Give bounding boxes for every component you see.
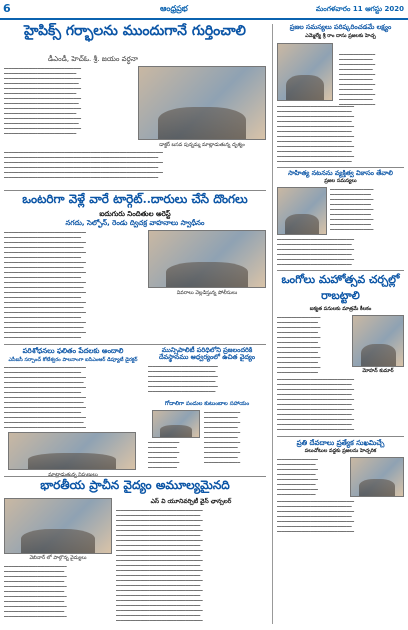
story4-subhead: ఎస్ వి యూనివర్సిటీ వైస్ ఛాన్సలర్ xyxy=(150,498,232,505)
right-column xyxy=(272,24,404,624)
right-big-headline: ఒంగోలు మహోత్సవ చర్చల్లో రాబట్టాలి xyxy=(277,270,404,305)
story3-headline: పరిశోధనలు ఫలితం పేదలకు అందాలి xyxy=(22,346,124,355)
right-top-body: ━━━━━━━━━━━━━━━ ━━━━━━━━━━━━━━ ━━━━━━━━━━━━━━━ ━━━━━━━━━━━━━━ ━━━━━━━━━━━━━━━ ━━━━━━━━━━━━━━ ━━━━━━━━━━━━━━━ ━━━━━━━━━━━━━━ ━━━━━━━━━━━━━━━ ━━━━━━━━━━━━━━ ━━━━━━━━━━━━━━━ xyxy=(339,52,376,107)
right-big-body: ━━━━━━━━━━━━━━━━━━ ━━━━━━━━━━━━━━━━━ ━━━━━━━━━━━━━━━━━━ ━━━━━━━━━━━━━━━━━ ━━━━━━━━━━━━━━━━━━ ━━━━━━━━━━━━━━━━━ ━━━━━━━━━━━━━━━━━━ ━━━━━━━━━━━━━━━━━ ━━━━━━━━━━━━━━━━━━ ━━━━━━━━━━━━━━━━━ ━━━━━━━━━━━━━━━━━━ ━━━━━━━━━━━━━━━━━ xyxy=(277,315,321,376)
story5-body2: ━━━━━━━━━━━━━━━ ━━━━━━━━━━━━━━ ━━━━━━━━━━━━━━━ ━━━━━━━━━━━━━━ ━━━━━━━━━━━━━━━ ━━━━━━━━━━━━━━ ━━━━━━━━━━━━━━━ ━━━━━━━━━━━━━━ ━━━━━━━━━━━━━━━ ━━━━━━━━━━━━━━ ━━━━━━━━━━━━━━━ xyxy=(204,410,241,465)
right-big-sub: ఐక్యత పనులకు మాత్రమే కీలకం xyxy=(309,306,372,313)
story4-photo xyxy=(4,498,112,554)
right-mid-body: ━━━━━━━━━━━━━━━━━━ ━━━━━━━━━━━━━━━━━ ━━━━━━━━━━━━━━━━━━ ━━━━━━━━━━━━━━━━━ ━━━━━━━━━━━━━━━━━━ ━━━━━━━━━━━━━━━━━ ━━━━━━━━━━━━━━━━━━ ━━━━━━━━━━━━━━━━━ ━━━━━━━━━━━━━━━━━━ xyxy=(330,187,374,233)
right-top-photo xyxy=(277,43,333,101)
page-number: 6 xyxy=(3,2,11,15)
story4-body2: ━━━━━━━━━━━━━━━━━━━━━━━━━━ ━━━━━━━━━━━━━━━━━━━━━━━━━ ━━━━━━━━━━━━━━━━━━━━━━━━━━ ━━━━━━━━━━━━━━━━━━━━━━━━━ ━━━━━━━━━━━━━━━━━━━━━━━━━━ ━━━━━━━━━━━━━━━━━━━━━━━━━ ━━━━━━━━━━━━━━━━━━━━━━━━━━ ━━━━━━━━━━━━━━━━━━━━━━━━━ ━━━━━━━━━━━━━━━━━━━━━━━━━━ ━━━━━━━━━━━━━━━━━━━━━━━━━ ━━━━━━━━━━━━━━━━━━━━━━━━━━ xyxy=(4,564,67,619)
story2-headline: ఒంటరిగా వెళ్లే వారే టార్గెట్..దారులు చేసే దొంగలు xyxy=(22,192,248,206)
story4-caption: వెబినార్ లో పాల్గొన్న వైద్యులు xyxy=(29,555,87,561)
right-bottom-photo xyxy=(350,457,404,497)
right-mid-sub: ప్రజల సమస్యలు xyxy=(324,178,357,185)
left-column xyxy=(4,24,266,624)
right-bottom-headline: ప్రతి దేవదాలు ప్రత్యేక సుఖమిచ్చే xyxy=(277,436,404,447)
story5-body3: ━━━━━━━━━━━━━ ━━━━━━━━━━━━ ━━━━━━━━━━━━━ ━━━━━━━━━━━━ ━━━━━━━━━━━━━ ━━━━━━━━━━━━ xyxy=(148,440,180,470)
divider xyxy=(4,476,266,477)
story3-subhead: ఎసీఐసీ సర్పాంచ్ కోటేశ్వరం పాలనాంగా ఐసిఎంఆర్ డిప్యూటీ డైరక్టర్ xyxy=(8,357,138,363)
right-top-body2: ━━━━━━━━━━━━━━━━━━━━━━━━━━━━━━━━ ━━━━━━━━━━━━━━━━━━━━━━━━━━━━━━━ ━━━━━━━━━━━━━━━━━━━━━━━━━━━━━━━━ ━━━━━━━━━━━━━━━━━━━━━━━━━━━━━━━ ━━━━━━━━━━━━━━━━━━━━━━━━━━━━━━━━ ━━━━━━━━━━━━━━━━━━━━━━━━━━━━━━━ ━━━━━━━━━━━━━━━━━━━━━━━━━━━━━━━━ ━━━━━━━━━━━━━━━━━━━━━━━━━━━━━━━ ━━━━━━━━━━━━━━━━━━━━━━━━━━━━━━━━ ━━━━━━━━━━━━━━━━━━━━━━━━━━━━━━━ ━━━━━━━━━━━━━━━━━━━━━━━━━━━━━━━━ ━━━━━━━━━━━━━━━━━━━━━━━━━━━━━━━ xyxy=(277,104,355,165)
lead-photo xyxy=(138,66,266,140)
story2-body: ━━━━━━━━━━━━━━━━━━━━━━━━━━━━━━━━━━ ━━━━━━━━━━━━━━━━━━━━━━━━━━━━━━━━ ━━━━━━━━━━━━━━━━━━━━━━━━━━━━━━━━━━ ━━━━━━━━━━━━━━━━━━━━━━━━━━━━━━━━━ ━━━━━━━━━━━━━━━━━━━━━━━━━━━━━━━━━━ ━━━━━━━━━━━━━━━━━━━━━━━━━━━━━━━━ ━━━━━━━━━━━━━━━━━━━━━━━━━━━━━━━━━━ ━━━━━━━━━━━━━━━━━━━━━━━━━━━━━━━━━ ━━━━━━━━━━━━━━━━━━━━━━━━━━━━━━━━━━ ━━━━━━━━━━━━━━━━━━━━━━━━━━━━━━━━ ━━━━━━━━━━━━━━━━━━━━━━━━━━━━━━━━━━ ━━━━━━━━━━━━━━━━━━━━━━━━━━━━━━━━━ ━━━━━━━━━━━━━━━━━━━━━━━━━━━━━━━━━━ ━━━━━━━━━━━━━━━━━━━━━━━━━━━━━━━━ ━━━━━━━━━━━━━━━━━━━━━━━━━━━━━━━━━━ ━━━━━━━━━━━━━━━━━━━━━━━━━━━━━━━━━ ━━━━━━━━━━━━━━━━━━━━━━━━━━━━━━━━━━ ━━━━━━━━━━━━━━━━━━━━━━━━━━━━━━━━ ━━━━━━━━━━━━━━━━━━━━━━━━━━━━━━━━━━ ━━━━━━━━━━━━━━━━━━━━━━━━━━━━━━━━━ ━━━━━━━━━━━━━━━━━━━━━━━━━━━━━━━━━━ ━━━━━━━━━━━━━━━━━━━━━━━━━━━━━━━━ xyxy=(4,230,86,340)
person-name: మోహన్ కుమార్ xyxy=(362,368,394,375)
story5-subhead: గోదాలిగా పందుల కుటుంబాల సహాయం xyxy=(164,401,250,407)
lead-body-left: ━━━━━━━━━━━━━━━━━━━━━━━━━━━━━━━━ ━━━━━━━━━━━━━━━━━━━━━━━━━━━━━━ ━━━━━━━━━━━━━━━━━━━━━━━━━━━━━━━━ ━━━━━━━━━━━━━━━━━━━━━━━━━━━━━━━ ━━━━━━━━━━━━━━━━━━━━━━━━━━━━━━━━ ━━━━━━━━━━━━━━━━━━━━━━━━━━━━━━ ━━━━━━━━━━━━━━━━━━━━━━━━━━━━━━━━ ━━━━━━━━━━━━━━━━━━━━━━━━━━━━━━━ ━━━━━━━━━━━━━━━━━━━━━━━━━━━━━━━━ ━━━━━━━━━━━━━━━━━━━━━━━━━━━━━━ ━━━━━━━━━━━━━━━━━━━━━━━━━━━━━━━━ ━━━━━━━━━━━━━━━━━━━━━━━━━━━━━━━ ━━━━━━━━━━━━━━━━━━━━━━━━━━━━━━━━ ━━━━━━━━━━━━━━━━━━━━━━━━━━━━━━ xyxy=(4,66,82,136)
right-bottom-body: ━━━━━━━━━━━━━━━━━ ━━━━━━━━━━━━━━━━ ━━━━━━━━━━━━━━━━━ ━━━━━━━━━━━━━━━━ ━━━━━━━━━━━━━━━━━ ━━━━━━━━━━━━━━━━ ━━━━━━━━━━━━━━━━━ ━━━━━━━━━━━━━━━━ xyxy=(277,456,318,497)
story3-caption: మాట్లాడుతున్న నిపుణులు xyxy=(48,472,98,478)
story2-photo xyxy=(148,230,266,288)
story4-body: ━━━━━━━━━━━━━━━━━━━━━━━━━━━━━━━━━━━━ ━━━━━━━━━━━━━━━━━━━━━━━━━━━━━━━━━━━ ━━━━━━━━━━━━━━━━━━━━━━━━━━━━━━━━━━━━ ━━━━━━━━━━━━━━━━━━━━━━━━━━━━━━━━━━━ ━━━━━━━━━━━━━━━━━━━━━━━━━━━━━━━━━━━━ ━━━━━━━━━━━━━━━━━━━━━━━━━━━━━━━━━━━ ━━━━━━━━━━━━━━━━━━━━━━━━━━━━━━━━━━━━ ━━━━━━━━━━━━━━━━━━━━━━━━━━━━━━━━━━━ ━━━━━━━━━━━━━━━━━━━━━━━━━━━━━━━━━━━━ ━━━━━━━━━━━━━━━━━━━━━━━━━━━━━━━━━━━ ━━━━━━━━━━━━━━━━━━━━━━━━━━━━━━━━━━━━ ━━━━━━━━━━━━━━━━━━━━━━━━━━━━━━━━━━━ ━━━━━━━━━━━━━━━━━━━━━━━━━━━━━━━━━━━━ ━━━━━━━━━━━━━━━━━━━━━━━━━━━━━━━━━━━ ━━━━━━━━━━━━━━━━━━━━━━━━━━━━━━━━━━━━ ━━━━━━━━━━━━━━━━━━━━━━━━━━━━━━━━━━━ ━━━━━━━━━━━━━━━━━━━━━━━━━━━━━━━━━━━━ ━━━━━━━━━━━━━━━━━━━━━━━━━━━━━━━━━━━ ━━━━━━━━━━━━━━━━━━━━━━━━━━━━━━━━━━━━ ━━━━━━━━━━━━━━━━━━━━━━━━━━━━━━━━━━━ ━━━━━━━━━━━━━━━━━━━━━━━━━━━━━━━━━━━━ ━━━━━━━━━━━━━━━━━━━━━━━━━━━━━━━━━━━ ━━━━━━━━━━━━━━━━━━━━━━━━━━━━━━━━━━━━ xyxy=(116,508,203,623)
page-header xyxy=(0,0,408,20)
right-top-sub: ఎమ్మెల్యే శ్రీ రాం దాసు ప్రజలకు హెచ్చ xyxy=(305,33,376,40)
story3-photo xyxy=(8,432,136,470)
right-mid-photo xyxy=(277,187,327,235)
story4-headline: భారతీయ ప్రాచీన వైద్యం అమూల్యమైనది xyxy=(40,478,230,492)
person-photo xyxy=(352,315,404,367)
story2-subhead: ఐదుగురు నిందితుల అరెస్ట్ xyxy=(99,210,171,218)
story5-photo xyxy=(152,410,200,438)
page-date: మంగళవారం 11 ఆగస్టు 2020 xyxy=(315,5,404,13)
right-top-headline: ప్రజల సమస్యలు పరిష్కరించడమే లక్ష్యం xyxy=(289,23,392,31)
lead-caption: డాక్టర్ బసవ పున్నమ్మ మాట్లాడుతున్న దృశ్యం xyxy=(159,142,245,148)
lead-headline: హైపిక్స్ గర్భాలను ముందుగానే గుర్తించాలి xyxy=(24,23,246,39)
story3-body: ━━━━━━━━━━━━━━━━━━━━━━━━━━━━━━━━━━ ━━━━━━━━━━━━━━━━━━━━━━━━━━━━━━━━ ━━━━━━━━━━━━━━━━━━━━━━━━━━━━━━━━━━ ━━━━━━━━━━━━━━━━━━━━━━━━━━━━━━━━━ ━━━━━━━━━━━━━━━━━━━━━━━━━━━━━━━━━━ ━━━━━━━━━━━━━━━━━━━━━━━━━━━━━━━━ ━━━━━━━━━━━━━━━━━━━━━━━━━━━━━━━━━━ ━━━━━━━━━━━━━━━━━━━━━━━━━━━━━━━━━ ━━━━━━━━━━━━━━━━━━━━━━━━━━━━━━━━━━ ━━━━━━━━━━━━━━━━━━━━━━━━━━━━━━━━ ━━━━━━━━━━━━━━━━━━━━━━━━━━━━━━━━━━ ━━━━━━━━━━━━━━━━━━━━━━━━━━━━━━━━━ ━━━━━━━━━━━━━━━━━━━━━━━━━━━━━━━━━━ xyxy=(4,365,86,430)
right-mid-headline: సాహిత్య నటనను వ్యక్తిత్వ వికాసం తేవాలి xyxy=(277,167,404,177)
divider xyxy=(4,190,266,191)
masthead: ఆంధ్రప్రభ xyxy=(160,4,188,13)
lead-body-bottom: ━━━━━━━━━━━━━━━━━━━━━━━━━━━━━━━━━━━━━━━━━━━━━━━━━━━━━━━━━━━━━━━━━━ ━━━━━━━━━━━━━━━━━━━━━━━━━━━━━━━━━━━━━━━━━━━━━━━━━━━━━━━━━━━━━━━━ ━━━━━━━━━━━━━━━━━━━━━━━━━━━━━━━━━━━━━━━━━━━━━━━━━━━━━━━━━━━━━━━━━━ ━━━━━━━━━━━━━━━━━━━━━━━━━━━━━━━━━━━━━━━━━━━━━━━━━━━━━━━━━━━━━━━━ ━━━━━━━━━━━━━━━━━━━━━━━━━━━━━━━━━━━━━━━━━━━━━━━━━━━━━━━━━━━━━━━━━━ ━━━━━━━━━━━━━━━━━━━━━━━━━━━━━━━━━━━━━━━━━━━━━━━━━━━━━━━━━━━━━━━━ xyxy=(4,150,163,180)
right-bottom-sub: పలుచోటుల వద్దకు ప్రజలను హెచ్చరిక xyxy=(304,447,377,454)
story5-headline: మున్సిపాలిటీ పరిధిలోని ప్రజలందరికి దేవస్థానము ఆధ్వర్యంలో ఉచిత వైద్యం xyxy=(158,346,256,362)
lead-byline: డీఎండీ, హెచ్ఓ. శ్రీ. జయం వర్ధనా xyxy=(48,55,139,63)
divider xyxy=(4,344,266,345)
story2-subhead2: నగదు, సెల్ఫోన్, రెండు ద్విచక్ర వాహనాలు స్వాధీనం xyxy=(65,219,205,227)
right-bottom-body2: ━━━━━━━━━━━━━━━━━━━━━━━━━━━━━━━━ ━━━━━━━━━━━━━━━━━━━━━━━━━━━━━━━ ━━━━━━━━━━━━━━━━━━━━━━━━━━━━━━━━ ━━━━━━━━━━━━━━━━━━━━━━━━━━━━━━━ ━━━━━━━━━━━━━━━━━━━━━━━━━━━━━━━━ ━━━━━━━━━━━━━━━━━━━━━━━━━━━━━━━ ━━━━━━━━━━━━━━━━━━━━━━━━━━━━━━━━ xyxy=(277,498,355,534)
right-big-body2: ━━━━━━━━━━━━━━━━━━━━━━━━━━━━━━━━ ━━━━━━━━━━━━━━━━━━━━━━━━━━━━━━━ ━━━━━━━━━━━━━━━━━━━━━━━━━━━━━━━━ ━━━━━━━━━━━━━━━━━━━━━━━━━━━━━━━ ━━━━━━━━━━━━━━━━━━━━━━━━━━━━━━━━ ━━━━━━━━━━━━━━━━━━━━━━━━━━━━━━━ ━━━━━━━━━━━━━━━━━━━━━━━━━━━━━━━━ ━━━━━━━━━━━━━━━━━━━━━━━━━━━━━━━ ━━━━━━━━━━━━━━━━━━━━━━━━━━━━━━━━ ━━━━━━━━━━━━━━━━━━━━━━━━━━━━━━━ ━━━━━━━━━━━━━━━━━━━━━━━━━━━━━━━━ xyxy=(277,377,355,433)
story2-caption: వివరాలు వెల్లడిస్తున్న పోలీసులు xyxy=(176,290,238,296)
right-mid-body2: ━━━━━━━━━━━━━━━━━━━━━━━━━━━━━━━━ ━━━━━━━━━━━━━━━━━━━━━━━━━━━━━━━ ━━━━━━━━━━━━━━━━━━━━━━━━━━━━━━━━ ━━━━━━━━━━━━━━━━━━━━━━━━━━━━━━━ ━━━━━━━━━━━━━━━━━━━━━━━━━━━━━━━━ ━━━━━━━━━━━━━━━━━━━━━━━━━━━━━━━ xyxy=(277,237,355,268)
story5-body: ━━━━━━━━━━━━━━━━━━━━━━━━━━━━━ ━━━━━━━━━━━━━━━━━━━━━━━━━━━━ ━━━━━━━━━━━━━━━━━━━━━━━━━━━━━ ━━━━━━━━━━━━━━━━━━━━━━━━━━━━ ━━━━━━━━━━━━━━━━━━━━━━━━━━━━━ ━━━━━━━━━━━━━━━━━━━━━━━━━━━━ xyxy=(148,364,218,394)
